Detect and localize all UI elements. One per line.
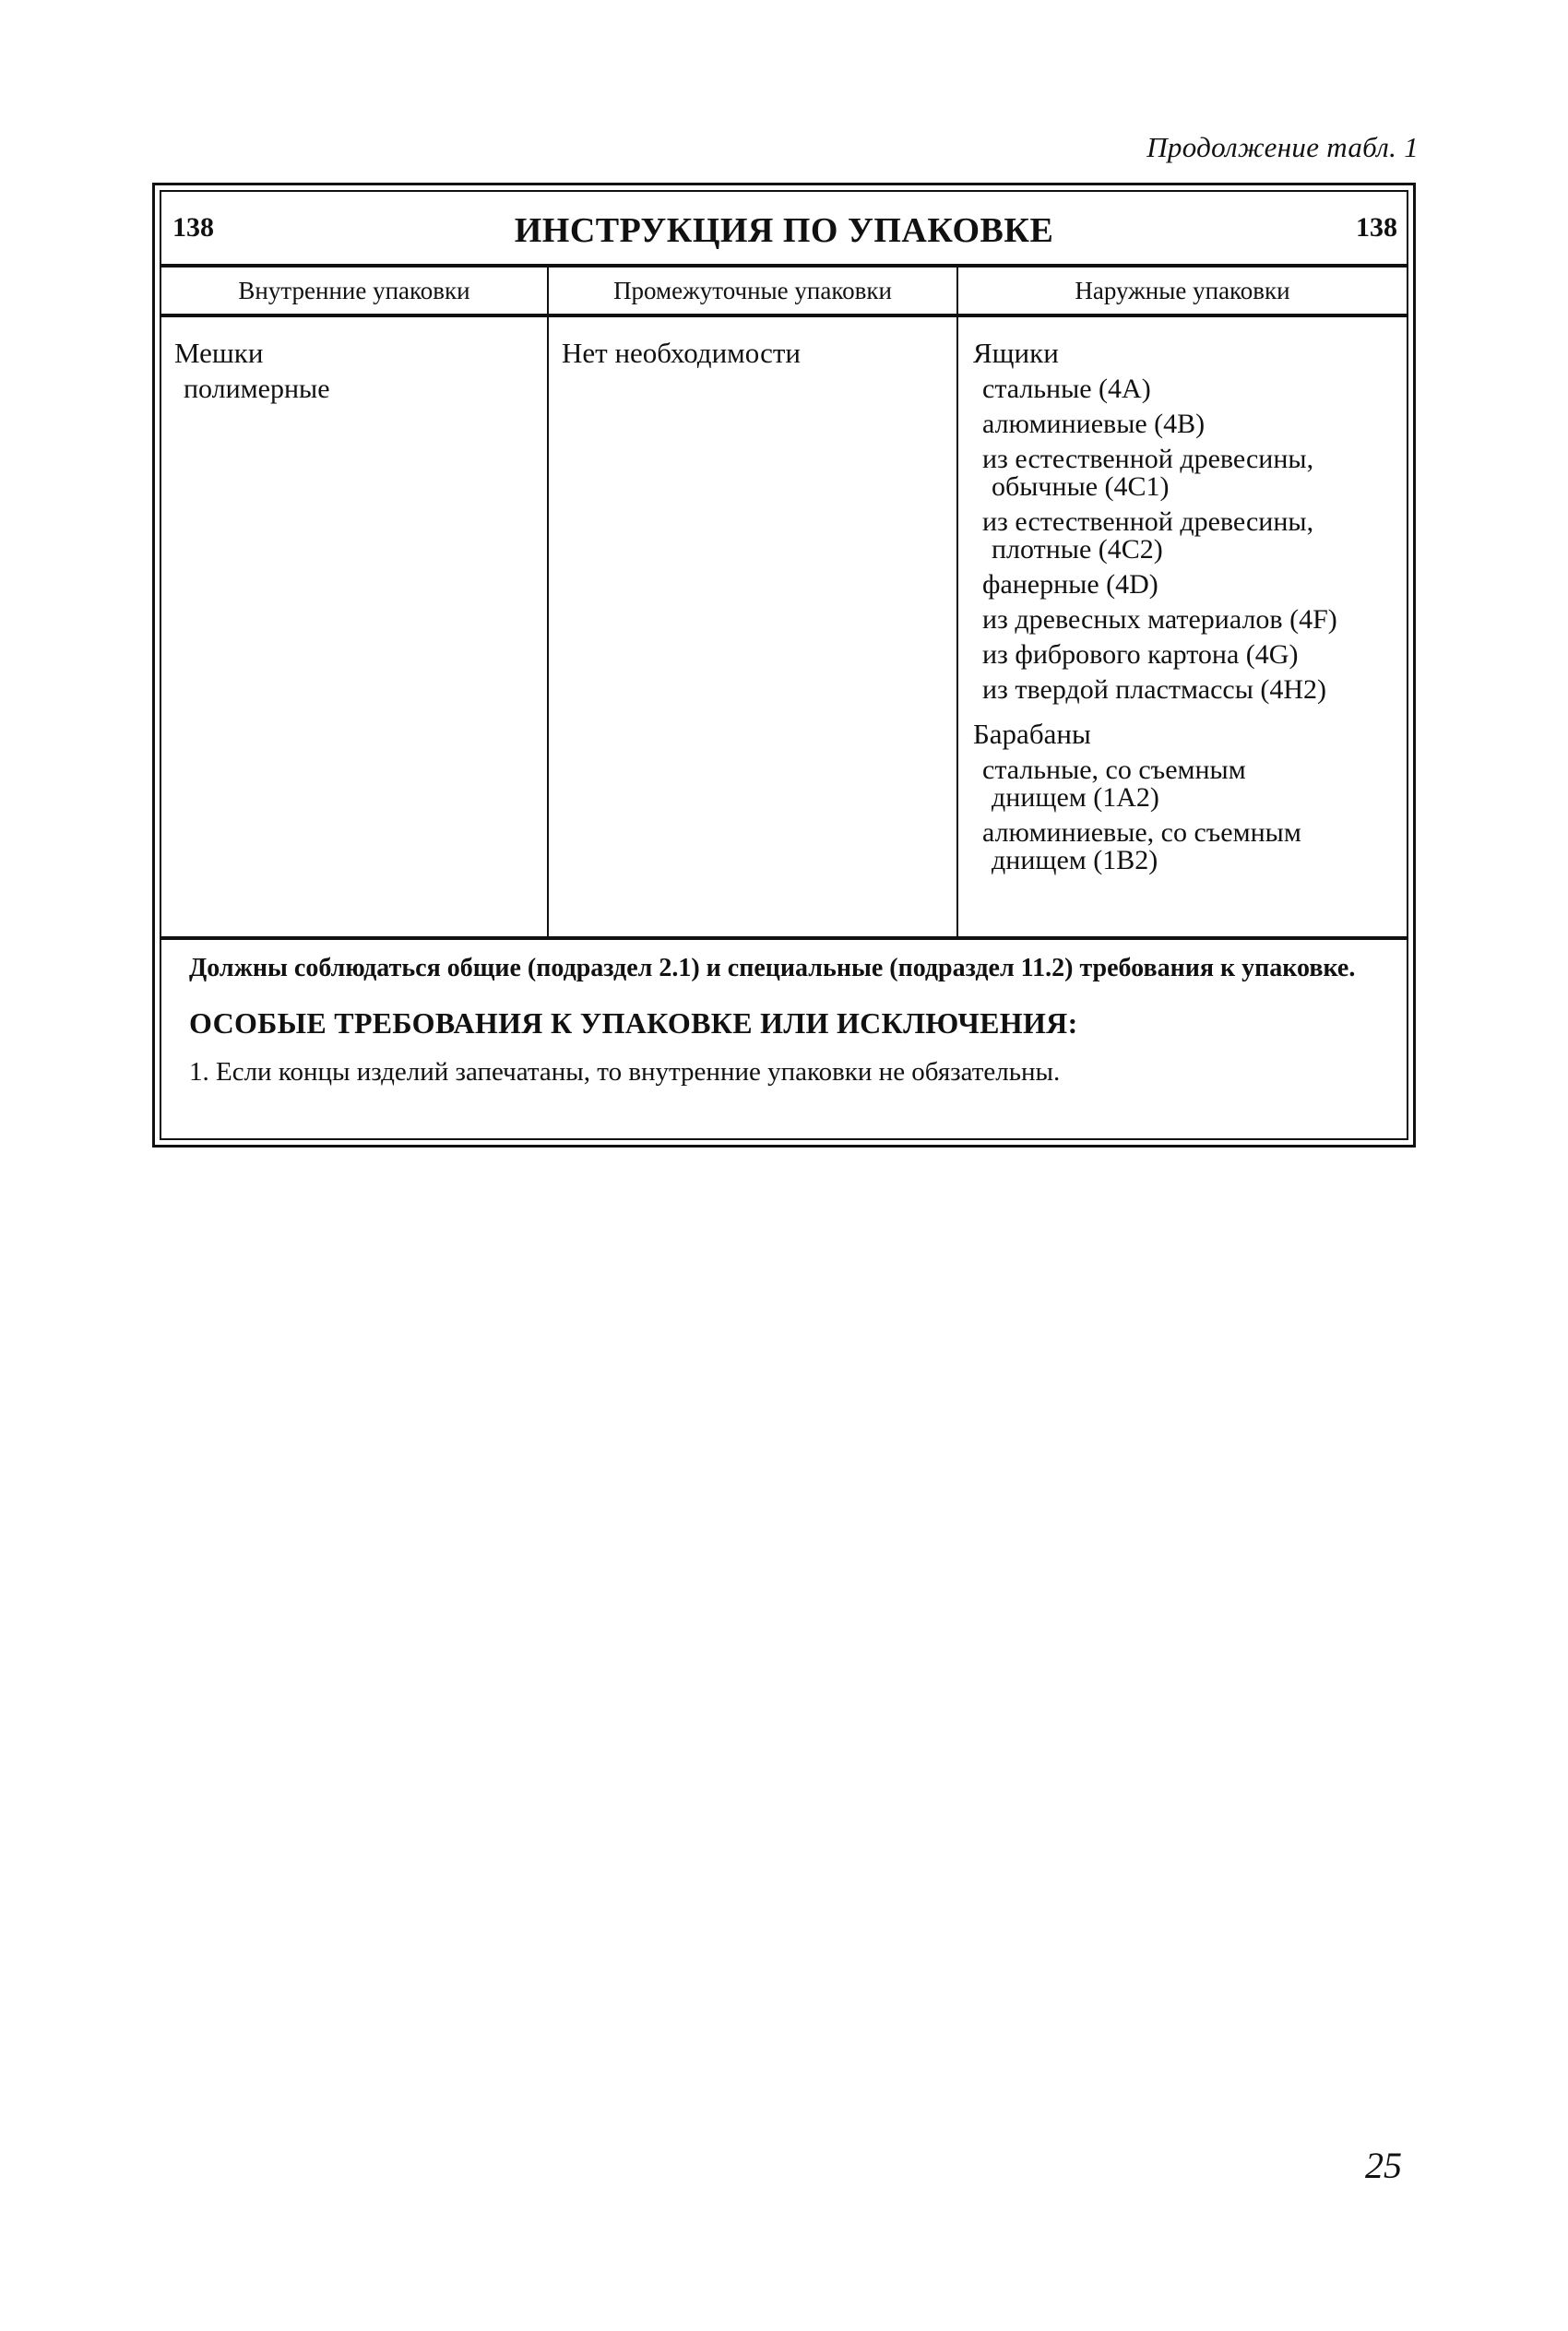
inner-group-title: Мешки — [174, 337, 264, 369]
outer-item-line: из древесных материалов (4F) — [982, 603, 1337, 635]
outer-item — [973, 443, 1394, 502]
outer-item — [973, 568, 1394, 600]
column-header-outer: Наружные упаковки — [1075, 276, 1290, 304]
outer-item — [973, 375, 1394, 403]
intermediate-packaging-cell — [549, 317, 958, 936]
outer-item-line-continued: плотные (4C2) — [992, 533, 1163, 565]
outer-group-title-boxes: Ящики — [973, 337, 1059, 369]
outer-item — [973, 673, 1394, 705]
outer-item-line: из естественной древесины, — [982, 505, 1314, 537]
outer-item-line: алюминиевые (4B) — [982, 408, 1206, 439]
requirements-section — [161, 940, 1407, 1138]
outer-item — [973, 603, 1394, 635]
outer-item-line-continued: днищем (1B2) — [992, 844, 1158, 875]
inner-packaging-cell — [161, 317, 549, 936]
instruction-title-row — [161, 192, 1407, 268]
outer-item-line-continued: обычные (4C1) — [992, 470, 1170, 502]
outer-item — [973, 410, 1394, 438]
outer-group-title-drums: Барабаны — [973, 717, 1091, 750]
special-requirement-item: 1. Если концы изделий запечатаны, то внутренние упаковки не обязательны. — [189, 1057, 1061, 1088]
packing-instruction-table — [152, 183, 1416, 1148]
outer-item — [973, 638, 1394, 670]
outer-packaging-cell — [958, 317, 1407, 936]
column-header-intermediate: Промежуточные упаковки — [549, 268, 958, 314]
special-requirements-title: ОСОБЫЕ ТРЕБОВАНИЯ К УПАКОВКЕ ИЛИ ИСКЛЮЧЕНИЯ: — [189, 1006, 1078, 1041]
outer-item-line: стальные, со съемным — [982, 754, 1246, 785]
table-inner-border — [160, 190, 1408, 1140]
outer-item-line: из твердой пластмассы (4H2) — [982, 673, 1327, 705]
outer-item-line: алюминиевые, со съемным — [982, 816, 1301, 848]
outer-item — [973, 756, 1394, 812]
instruction-number-right: 138 — [1356, 212, 1397, 243]
packaging-body-row — [161, 317, 1407, 940]
column-header-inner: Внутренние упаковки — [161, 268, 549, 314]
outer-item-line: стальные (4A) — [982, 373, 1151, 404]
outer-item-line: из естественной древесины, — [982, 443, 1314, 474]
outer-item-line: из фибрового картона (4G) — [982, 638, 1299, 670]
outer-item-line: фанерные (4D) — [982, 568, 1158, 600]
inner-item: полимерные — [184, 373, 330, 404]
outer-item — [973, 505, 1394, 565]
table-continuation-note: Продолжение табл. 1 — [1146, 131, 1419, 163]
general-requirements-text: Должны соблюдаться общие (подраздел 2.1) и специальные (подраздел 11.2) требования к упаковке. — [189, 954, 1356, 982]
outer-item — [973, 816, 1394, 875]
outer-item-line-continued: днищем (1A2) — [992, 781, 1159, 813]
instruction-number-left: 138 — [172, 212, 214, 243]
page-number: 25 — [1365, 2145, 1402, 2186]
instruction-title: ИНСТРУКЦИЯ ПО УПАКОВКЕ — [514, 211, 1054, 250]
intermediate-value: Нет необходимости — [562, 337, 801, 369]
column-header-row — [161, 268, 1407, 317]
